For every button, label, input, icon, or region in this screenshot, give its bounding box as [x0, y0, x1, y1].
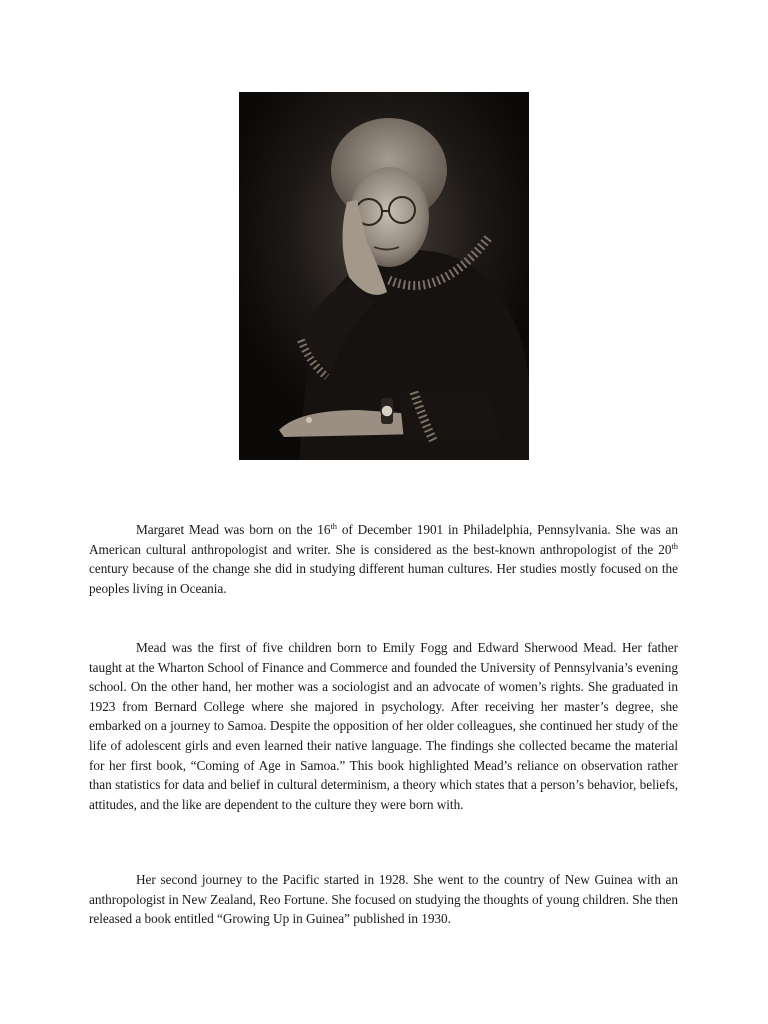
paragraph-1-text-c: century because of the change she did in studying different human cultures. Her studies mostly focused on the peoples living in Oceania. — [89, 561, 678, 596]
paragraph-1-text-a: Margaret Mead was born on the 16 — [136, 522, 331, 537]
paragraph-1-text-b: of December 1901 in Philadelphia, Pennsylvania. She was an American cultural anthropologist and writer. She is considered as the best-known anthropologist of the 20 — [89, 522, 678, 557]
paragraph-1 — [89, 520, 678, 598]
ordinal-suffix: th — [671, 540, 678, 551]
ordinal-suffix: th — [330, 521, 337, 531]
paragraph-3: Her second journey to the Pacific started in 1928. She went to the country of New Guinea with an anthropologist in New Zealand, Reo Fortune. She focused on studying the thoughts of young children. She then released a book entitled “Growing Up in Guinea” published in 1930. — [89, 872, 678, 927]
portrait-illustration — [239, 92, 529, 460]
portrait-photo — [239, 92, 529, 460]
paragraph-2: Mead was the first of five children born to Emily Fogg and Edward Sherwood Mead. Her father taught at the Wharton School of Finance and Commerce and founded the University of Pennsylvania’s evening school. On the other hand, her mother was a sociologist and an advocate of women’s rights. She graduated in 1923 from Bernard College where she majored in psychology. After receiving her master’s degree, she embarked on a journey to Samoa. Despite the opposition of her older colleagues, she continued her study of the life of adolescent girls and even learned their native language. The findings she collected became the material for her first book, “Coming of Age in Samoa.” This book highlighted Mead’s reliance on observation rather than statistics for data and belief in cultural determinism, a theory which states that a person’s behavior, beliefs, attitudes, and the like are dependent to the culture they were born with. — [89, 640, 678, 812]
